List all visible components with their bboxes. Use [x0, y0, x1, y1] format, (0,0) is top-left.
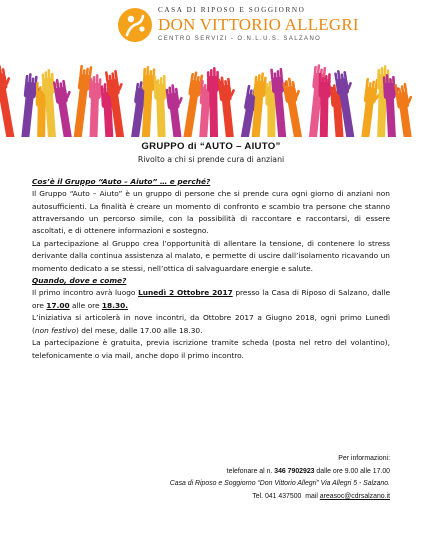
- paragraph-schedule: L’iniziativa si articolerà in nove incontri, da Ottobre 2017 a Giugno 2018, ogni primo Lunedì (non festivo) del mese, dalle 17.00 alle 18.30.: [32, 313, 390, 335]
- logo-line-2: DON VITTORIO ALLEGRI: [158, 15, 359, 34]
- mobile-number[interactable]: 346 7902923: [274, 467, 315, 475]
- paragraph-registration: La partecipazione è gratuita, previa iscrizione tramite scheda (posta nel retro del volantino), telefonicamente o via mail, anche dopo il primo incontro.: [32, 338, 390, 360]
- flyer-title: GRUPPO di “AUTO – AIUTO”: [141, 141, 281, 152]
- contact-address: Casa di Riposo e Soggiorno “Don Vittorio Allegri” Via Allegri 5 - Salzano.: [169, 480, 390, 488]
- header: [0, 0, 425, 60]
- flyer-subtitle: Rivolto a chi si prende cura di anziani: [137, 155, 285, 165]
- paragraph-first-meeting: Il primo incontro avrà luogo Lunedì 2 Ottobre 2017 presso la Casa di Riposo di Salzano, dalle ore 17.00 alle ore 18.30.: [32, 288, 391, 310]
- paragraph-description: Il Gruppo “Auto – Aiuto” è un gruppo di persone che si prende cura ogni giorno di anziani non autosufficienti. La finalità è creare un momento di confronto e scambio tra persone che stanno attraversando un percorso simile, con la possibilità di raccontare e raccontarsi, di essere ascoltati, e di ottenere informazioni e sostegno.: [32, 189, 390, 236]
- flyer-body: [32, 141, 390, 362]
- start-time: 17.00: [46, 300, 70, 310]
- email-link[interactable]: areasoc@cdrsalzano.it: [319, 492, 390, 500]
- first-meeting-date: Lunedì 2 Ottobre 2017: [138, 288, 233, 298]
- logo-line-1: CASA DI RIPOSO E SOGGIORNO: [158, 6, 306, 14]
- paragraph-participation: La partecipazione al Gruppo crea l’opportunità di allentare la tensione, di contenere lo stress derivante dalla continua assistenza al malato, e permette di uscire dall’isolamento ricavando un momento dedicato a se stessi, nell’ottica di salvaguardare energie e salute.: [32, 238, 390, 273]
- logo-line-3: CENTRO SERVIZI - O.N.L.U.S. SALZANO: [158, 36, 322, 42]
- raised-hand-shape: [282, 76, 311, 137]
- contact-heading: Per informazioni:: [338, 455, 390, 462]
- section-heading-when: Quando, dove e come?: [32, 276, 127, 286]
- contact-phone: telefonare al n. 346 7902923 dalle ore 9.00 alle 17.00: [226, 467, 390, 475]
- logo-icon: [118, 8, 152, 42]
- raised-hand-shape: [0, 63, 23, 137]
- end-time: 18.30.: [101, 300, 129, 310]
- contact-info: [32, 453, 390, 503]
- section-heading-what: Cos’è il Gruppo “Auto – Aiuto” … e perché?: [32, 176, 211, 186]
- raised-hands-illustration: [0, 55, 425, 137]
- logo-text: [158, 6, 408, 42]
- contact-tel-mail: Tel. 041 437500 mail areasoc@cdrsalzano.it: [252, 492, 390, 500]
